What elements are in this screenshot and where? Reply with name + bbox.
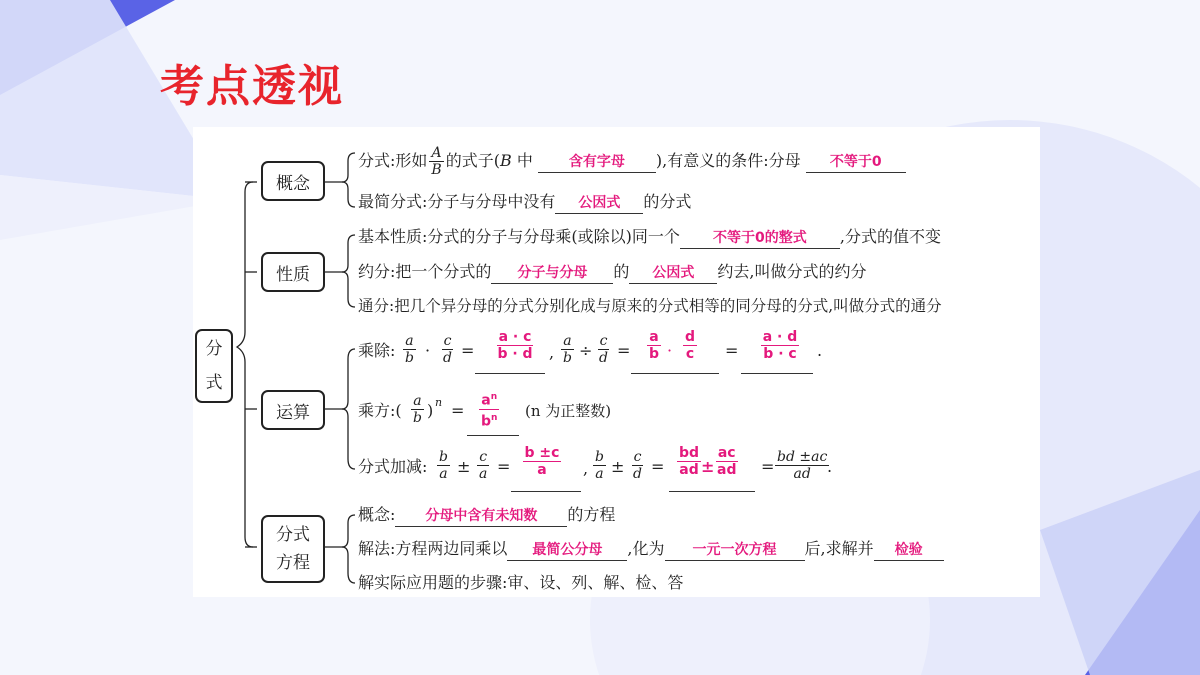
answer-blank: 一元一次方程: [665, 540, 805, 561]
fraction-a-b: $\frac{a}{b}$: [413, 393, 422, 426]
mindmap-card: [193, 127, 1040, 597]
fraction-c-a: $\frac{c}{a}$: [479, 449, 488, 482]
concept-line-2: 最简分式:分子与分母中没有 公因式 的分式: [358, 192, 691, 214]
equation-label-2: 方程: [276, 553, 310, 573]
divide-symbol: ÷: [579, 341, 593, 360]
equation-line-2: 解法:方程两边同乘以 最简公分母 ,化为 一元一次方程 后,求解并 检验: [358, 539, 944, 561]
answer-blank: 分母中含有未知数: [395, 506, 567, 527]
equals-symbol: =: [761, 457, 775, 476]
answer-fraction-mul: $\frac{a \cdot c}{b \cdot d}$: [497, 329, 533, 362]
plus-minus-symbol: ±: [457, 457, 471, 476]
dot-symbol: ·: [425, 341, 431, 360]
concept-line-1: 分式:形如 $\frac{A}{B}$ 的式子(B 中 含有字母 ),有意义的条件:分母 不等于0: [358, 145, 906, 178]
period: .: [817, 341, 823, 360]
answer-fraction-div: $\frac{a \cdot d}{b \cdot c}$: [762, 329, 798, 362]
answer-blank: 公因式: [629, 263, 717, 284]
equals-symbol: =: [497, 457, 511, 476]
dot-symbol: ·: [667, 341, 673, 360]
fraction-c-d: $\frac{c}{d}$: [443, 333, 452, 366]
equation-line-1: 概念: 分母中含有未知数 的方程: [358, 505, 615, 527]
positive-integer-note: (n 为正整数): [525, 402, 612, 420]
equals-symbol: =: [617, 341, 631, 360]
operation-add-label: 分式加减:: [358, 457, 428, 476]
fraction-b-a: $\frac{b}{a}$: [595, 449, 604, 482]
fraction-c-d: $\frac{c}{d}$: [633, 449, 642, 482]
fraction-a-b: $\frac{a}{b}$: [563, 333, 572, 366]
fraction-a-b: $\frac{a}{b}$: [405, 333, 414, 366]
equation-line-3: 解实际应用题的步骤:审、设、列、解、检、答: [358, 573, 684, 592]
answer-blank: 最简公分母: [507, 540, 627, 561]
paren-close: ): [427, 401, 434, 420]
equals-symbol: =: [461, 341, 475, 360]
plus-minus-symbol: ±: [611, 457, 625, 476]
equals-symbol: =: [651, 457, 665, 476]
property-line-1: 基本性质:分式的分子与分母乘(或除以)同一个 不等于0的整式 ,分式的值不变: [358, 227, 941, 249]
answer-blank: 不等于0: [806, 152, 906, 173]
period: .: [827, 457, 833, 476]
comma: ,: [583, 459, 589, 478]
page-title: 考点透视: [160, 61, 344, 112]
property-line-2: 约分:把一个分式的 分子与分母 的 公因式 约去,叫做分式的约分: [358, 262, 867, 284]
fraction-a-over-b: $\frac{A}{B}$: [431, 145, 442, 178]
answer-underline: [475, 373, 545, 374]
exponent-n: n: [435, 396, 443, 409]
fraction-result: $\frac{bd \pm ac}{ad}$: [777, 449, 828, 482]
root-node: [195, 329, 233, 403]
comma: ,: [549, 343, 555, 362]
answer-blank: 检验: [874, 540, 944, 561]
answer-fraction-add: $\frac{b \pm c}{a}$: [524, 445, 560, 478]
fraction-c-d: $\frac{c}{d}$: [599, 333, 608, 366]
concept-node: 概念: [261, 161, 325, 201]
answer-fraction-ac-ad: $\frac{ac}{ad}$: [717, 445, 737, 478]
equals-symbol: =: [725, 341, 739, 360]
operation-node: 运算: [261, 390, 325, 430]
answer-underline: [467, 435, 519, 436]
answer-blank: 不等于0的整式: [680, 228, 840, 249]
plus-minus-symbol: ±: [701, 457, 715, 476]
fraction-b-a: $\frac{b}{a}$: [439, 449, 448, 482]
root-char-1: 分: [205, 339, 223, 359]
operation-pow-label: 乘方:(: [358, 401, 402, 420]
answer-fraction-bd-ad: $\frac{bd}{ad}$: [679, 445, 700, 478]
answer-blank: 分子与分母: [491, 263, 613, 284]
root-char-2: 式: [205, 373, 223, 393]
property-node: 性质: [261, 252, 325, 292]
equation-node: [261, 515, 325, 583]
answer-fraction-d-c: $\frac{d}{c}$: [685, 329, 696, 362]
operation-mul-label: 乘除:: [358, 341, 396, 360]
answer-underline: [631, 373, 719, 374]
answer-underline: [669, 491, 755, 492]
equals-symbol: =: [451, 401, 465, 420]
answer-underline: [741, 373, 813, 374]
answer-blank: 公因式: [555, 193, 643, 214]
answer-fraction-pow: $\frac{a^n}{b^n}$: [479, 389, 499, 429]
answer-fraction-a-b: $\frac{a}{b}$: [649, 329, 660, 362]
equation-label-1: 分式: [276, 525, 310, 545]
answer-underline: [511, 491, 581, 492]
property-line-3: 通分:把几个异分母的分式分别化成与原来的分式相等的同分母的分式,叫做分式的通分: [358, 297, 942, 315]
answer-blank: 含有字母: [538, 152, 656, 173]
